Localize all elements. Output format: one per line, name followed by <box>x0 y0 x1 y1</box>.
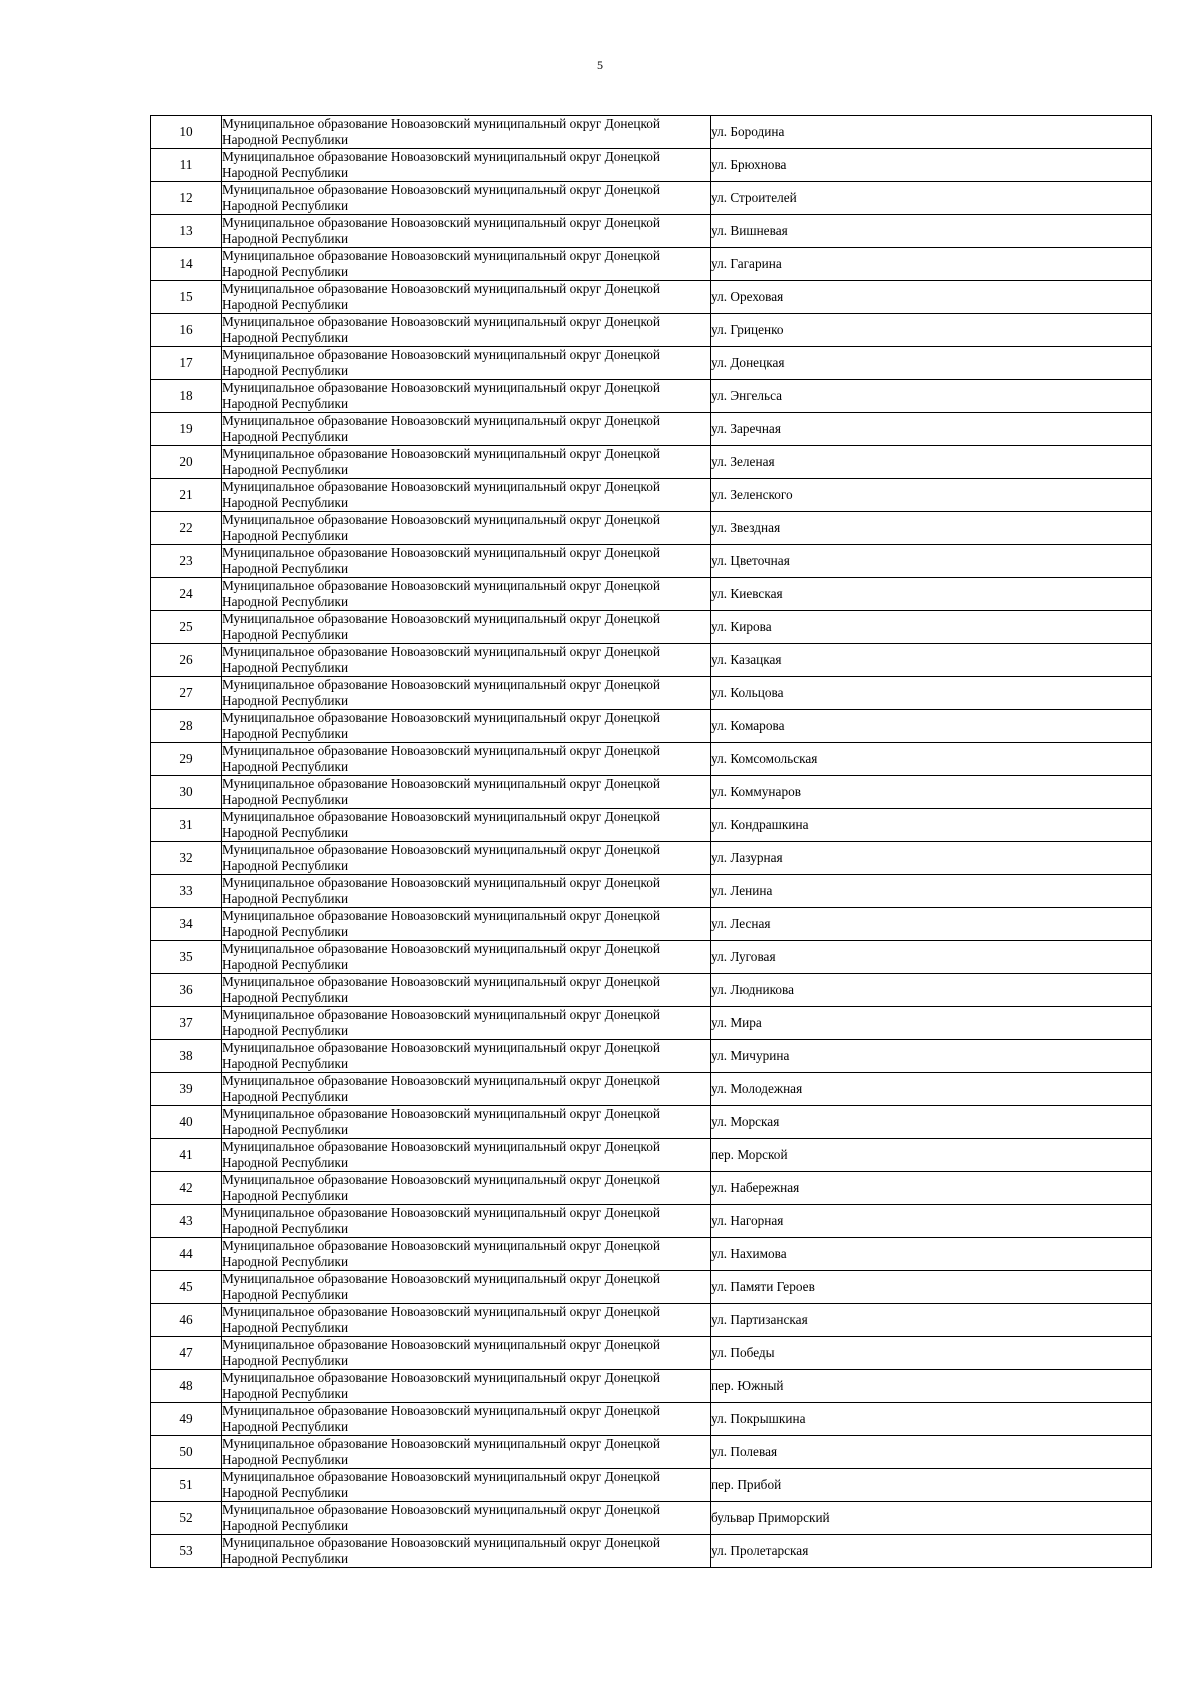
municipality-name: Муниципальное образование Новоазовский муниципальный округ Донецкой Народной Республики <box>222 182 711 215</box>
municipality-name: Муниципальное образование Новоазовский муниципальный округ Донецкой Народной Республики <box>222 1436 711 1469</box>
table-row <box>151 677 1152 710</box>
street-name: ул. Комсомольская <box>711 743 1152 776</box>
table-row <box>151 743 1152 776</box>
row-number: 30 <box>151 776 222 809</box>
table-row <box>151 215 1152 248</box>
street-name: ул. Кольцова <box>711 677 1152 710</box>
row-number: 31 <box>151 809 222 842</box>
table-row <box>151 941 1152 974</box>
municipality-name: Муниципальное образование Новоазовский муниципальный округ Донецкой Народной Республики <box>222 512 711 545</box>
municipality-name: Муниципальное образование Новоазовский муниципальный округ Донецкой Народной Республики <box>222 1172 711 1205</box>
municipality-name: Муниципальное образование Новоазовский муниципальный округ Донецкой Народной Республики <box>222 248 711 281</box>
table-row <box>151 1403 1152 1436</box>
row-number: 38 <box>151 1040 222 1073</box>
table-row <box>151 1007 1152 1040</box>
street-name: бульвар Приморский <box>711 1502 1152 1535</box>
row-number: 14 <box>151 248 222 281</box>
table-row <box>151 512 1152 545</box>
table-row <box>151 380 1152 413</box>
table-row <box>151 1502 1152 1535</box>
street-name: ул. Звездная <box>711 512 1152 545</box>
street-name: ул. Молодежная <box>711 1073 1152 1106</box>
row-number: 22 <box>151 512 222 545</box>
municipality-name: Муниципальное образование Новоазовский муниципальный округ Донецкой Народной Республики <box>222 149 711 182</box>
municipality-name: Муниципальное образование Новоазовский муниципальный округ Донецкой Народной Республики <box>222 1205 711 1238</box>
street-name: ул. Строителей <box>711 182 1152 215</box>
municipality-name: Муниципальное образование Новоазовский муниципальный округ Донецкой Народной Республики <box>222 1271 711 1304</box>
table-row <box>151 908 1152 941</box>
streets-table <box>150 115 1152 1568</box>
street-name: ул. Зеленского <box>711 479 1152 512</box>
row-number: 53 <box>151 1535 222 1568</box>
table-row <box>151 281 1152 314</box>
row-number: 19 <box>151 413 222 446</box>
municipality-name: Муниципальное образование Новоазовский муниципальный округ Донецкой Народной Республики <box>222 1337 711 1370</box>
street-name: ул. Киевская <box>711 578 1152 611</box>
row-number: 50 <box>151 1436 222 1469</box>
row-number: 11 <box>151 149 222 182</box>
municipality-name: Муниципальное образование Новоазовский муниципальный округ Донецкой Народной Республики <box>222 644 711 677</box>
row-number: 42 <box>151 1172 222 1205</box>
row-number: 51 <box>151 1469 222 1502</box>
table-row <box>151 1469 1152 1502</box>
table-row <box>151 347 1152 380</box>
street-name: ул. Гагарина <box>711 248 1152 281</box>
table-row <box>151 776 1152 809</box>
municipality-name: Муниципальное образование Новоазовский муниципальный округ Донецкой Народной Республики <box>222 479 711 512</box>
table-row <box>151 1436 1152 1469</box>
street-name: ул. Мира <box>711 1007 1152 1040</box>
row-number: 37 <box>151 1007 222 1040</box>
municipality-name: Муниципальное образование Новоазовский муниципальный округ Донецкой Народной Республики <box>222 1304 711 1337</box>
row-number: 41 <box>151 1139 222 1172</box>
municipality-name: Муниципальное образование Новоазовский муниципальный округ Донецкой Народной Республики <box>222 347 711 380</box>
table-row <box>151 842 1152 875</box>
street-name: ул. Донецкая <box>711 347 1152 380</box>
row-number: 18 <box>151 380 222 413</box>
municipality-name: Муниципальное образование Новоазовский муниципальный округ Донецкой Народной Республики <box>222 1238 711 1271</box>
row-number: 29 <box>151 743 222 776</box>
table-row <box>151 1040 1152 1073</box>
street-name: ул. Зеленая <box>711 446 1152 479</box>
table-row <box>151 314 1152 347</box>
table-row <box>151 446 1152 479</box>
municipality-name: Муниципальное образование Новоазовский муниципальный округ Донецкой Народной Республики <box>222 908 711 941</box>
municipality-name: Муниципальное образование Новоазовский муниципальный округ Донецкой Народной Республики <box>222 413 711 446</box>
street-name: ул. Лесная <box>711 908 1152 941</box>
street-name: ул. Набережная <box>711 1172 1152 1205</box>
street-name: ул. Лазурная <box>711 842 1152 875</box>
street-name: ул. Пролетарская <box>711 1535 1152 1568</box>
municipality-name: Муниципальное образование Новоазовский муниципальный округ Донецкой Народной Республики <box>222 1106 711 1139</box>
row-number: 40 <box>151 1106 222 1139</box>
municipality-name: Муниципальное образование Новоазовский муниципальный округ Донецкой Народной Республики <box>222 281 711 314</box>
street-name: ул. Морская <box>711 1106 1152 1139</box>
street-name: ул. Комарова <box>711 710 1152 743</box>
table-row <box>151 1172 1152 1205</box>
street-name: ул. Гриценко <box>711 314 1152 347</box>
street-name: ул. Кирова <box>711 611 1152 644</box>
municipality-name: Муниципальное образование Новоазовский муниципальный округ Донецкой Народной Республики <box>222 1370 711 1403</box>
row-number: 52 <box>151 1502 222 1535</box>
table-row <box>151 1106 1152 1139</box>
row-number: 33 <box>151 875 222 908</box>
row-number: 23 <box>151 545 222 578</box>
municipality-name: Муниципальное образование Новоазовский муниципальный округ Донецкой Народной Республики <box>222 1040 711 1073</box>
row-number: 35 <box>151 941 222 974</box>
row-number: 34 <box>151 908 222 941</box>
street-name: ул. Вишневая <box>711 215 1152 248</box>
street-name: ул. Людникова <box>711 974 1152 1007</box>
row-number: 10 <box>151 116 222 149</box>
municipality-name: Муниципальное образование Новоазовский муниципальный округ Донецкой Народной Республики <box>222 875 711 908</box>
street-name: пер. Прибой <box>711 1469 1152 1502</box>
street-name: ул. Цветочная <box>711 545 1152 578</box>
street-name: ул. Партизанская <box>711 1304 1152 1337</box>
municipality-name: Муниципальное образование Новоазовский муниципальный округ Донецкой Народной Республики <box>222 710 711 743</box>
row-number: 15 <box>151 281 222 314</box>
table-row <box>151 545 1152 578</box>
municipality-name: Муниципальное образование Новоазовский муниципальный округ Донецкой Народной Республики <box>222 116 711 149</box>
street-name: ул. Заречная <box>711 413 1152 446</box>
street-name: ул. Полевая <box>711 1436 1152 1469</box>
table-row <box>151 875 1152 908</box>
municipality-name: Муниципальное образование Новоазовский муниципальный округ Донецкой Народной Республики <box>222 1139 711 1172</box>
street-name: ул. Луговая <box>711 941 1152 974</box>
row-number: 45 <box>151 1271 222 1304</box>
municipality-name: Муниципальное образование Новоазовский муниципальный округ Донецкой Народной Республики <box>222 611 711 644</box>
street-name: ул. Победы <box>711 1337 1152 1370</box>
street-name: ул. Ленина <box>711 875 1152 908</box>
row-number: 44 <box>151 1238 222 1271</box>
municipality-name: Муниципальное образование Новоазовский муниципальный округ Донецкой Народной Республики <box>222 776 711 809</box>
municipality-name: Муниципальное образование Новоазовский муниципальный округ Донецкой Народной Республики <box>222 380 711 413</box>
street-name: ул. Энгельса <box>711 380 1152 413</box>
row-number: 12 <box>151 182 222 215</box>
municipality-name: Муниципальное образование Новоазовский муниципальный округ Донецкой Народной Республики <box>222 1469 711 1502</box>
table-row <box>151 809 1152 842</box>
row-number: 46 <box>151 1304 222 1337</box>
row-number: 43 <box>151 1205 222 1238</box>
municipality-name: Муниципальное образование Новоазовский муниципальный округ Донецкой Народной Республики <box>222 1007 711 1040</box>
table-row <box>151 1238 1152 1271</box>
municipality-name: Муниципальное образование Новоазовский муниципальный округ Донецкой Народной Республики <box>222 677 711 710</box>
municipality-name: Муниципальное образование Новоазовский муниципальный округ Донецкой Народной Республики <box>222 1403 711 1436</box>
street-name: ул. Нахимова <box>711 1238 1152 1271</box>
row-number: 16 <box>151 314 222 347</box>
row-number: 28 <box>151 710 222 743</box>
street-name: пер. Южный <box>711 1370 1152 1403</box>
table-row <box>151 1337 1152 1370</box>
row-number: 47 <box>151 1337 222 1370</box>
row-number: 17 <box>151 347 222 380</box>
row-number: 24 <box>151 578 222 611</box>
street-name: ул. Бородина <box>711 116 1152 149</box>
table-row <box>151 1304 1152 1337</box>
municipality-name: Муниципальное образование Новоазовский муниципальный округ Донецкой Народной Республики <box>222 578 711 611</box>
table-row <box>151 116 1152 149</box>
street-name: ул. Ореховая <box>711 281 1152 314</box>
street-name: ул. Коммунаров <box>711 776 1152 809</box>
municipality-name: Муниципальное образование Новоазовский муниципальный округ Донецкой Народной Республики <box>222 809 711 842</box>
municipality-name: Муниципальное образование Новоазовский муниципальный округ Донецкой Народной Республики <box>222 215 711 248</box>
table-row <box>151 479 1152 512</box>
street-name: ул. Памяти Героев <box>711 1271 1152 1304</box>
municipality-name: Муниципальное образование Новоазовский муниципальный округ Донецкой Народной Республики <box>222 314 711 347</box>
table-row <box>151 1205 1152 1238</box>
municipality-name: Муниципальное образование Новоазовский муниципальный округ Донецкой Народной Республики <box>222 743 711 776</box>
table-row <box>151 1535 1152 1568</box>
municipality-name: Муниципальное образование Новоазовский муниципальный округ Донецкой Народной Республики <box>222 1502 711 1535</box>
municipality-name: Муниципальное образование Новоазовский муниципальный округ Донецкой Народной Республики <box>222 1073 711 1106</box>
table-row <box>151 611 1152 644</box>
municipality-name: Муниципальное образование Новоазовский муниципальный округ Донецкой Народной Республики <box>222 1535 711 1568</box>
street-name: ул. Кондрашкина <box>711 809 1152 842</box>
table-row <box>151 578 1152 611</box>
municipality-name: Муниципальное образование Новоазовский муниципальный округ Донецкой Народной Республики <box>222 842 711 875</box>
row-number: 21 <box>151 479 222 512</box>
row-number: 36 <box>151 974 222 1007</box>
table-body <box>151 116 1152 1568</box>
street-name: ул. Казацкая <box>711 644 1152 677</box>
row-number: 13 <box>151 215 222 248</box>
page-number: 5 <box>597 58 603 72</box>
table-row <box>151 248 1152 281</box>
municipality-name: Муниципальное образование Новоазовский муниципальный округ Донецкой Народной Республики <box>222 974 711 1007</box>
row-number: 32 <box>151 842 222 875</box>
row-number: 39 <box>151 1073 222 1106</box>
street-name: ул. Нагорная <box>711 1205 1152 1238</box>
street-name: ул. Покрышкина <box>711 1403 1152 1436</box>
street-name: ул. Брюхнова <box>711 149 1152 182</box>
table-row <box>151 1139 1152 1172</box>
table-row <box>151 1073 1152 1106</box>
table-row <box>151 710 1152 743</box>
row-number: 48 <box>151 1370 222 1403</box>
street-name: ул. Мичурина <box>711 1040 1152 1073</box>
row-number: 49 <box>151 1403 222 1436</box>
municipality-name: Муниципальное образование Новоазовский муниципальный округ Донецкой Народной Республики <box>222 446 711 479</box>
table-row <box>151 182 1152 215</box>
table-row <box>151 413 1152 446</box>
municipality-name: Муниципальное образование Новоазовский муниципальный округ Донецкой Народной Республики <box>222 545 711 578</box>
row-number: 20 <box>151 446 222 479</box>
table-row <box>151 974 1152 1007</box>
row-number: 27 <box>151 677 222 710</box>
table-row <box>151 644 1152 677</box>
row-number: 25 <box>151 611 222 644</box>
table-row <box>151 1370 1152 1403</box>
table-row <box>151 1271 1152 1304</box>
row-number: 26 <box>151 644 222 677</box>
municipality-name: Муниципальное образование Новоазовский муниципальный округ Донецкой Народной Республики <box>222 941 711 974</box>
street-name: пер. Морской <box>711 1139 1152 1172</box>
table-row <box>151 149 1152 182</box>
